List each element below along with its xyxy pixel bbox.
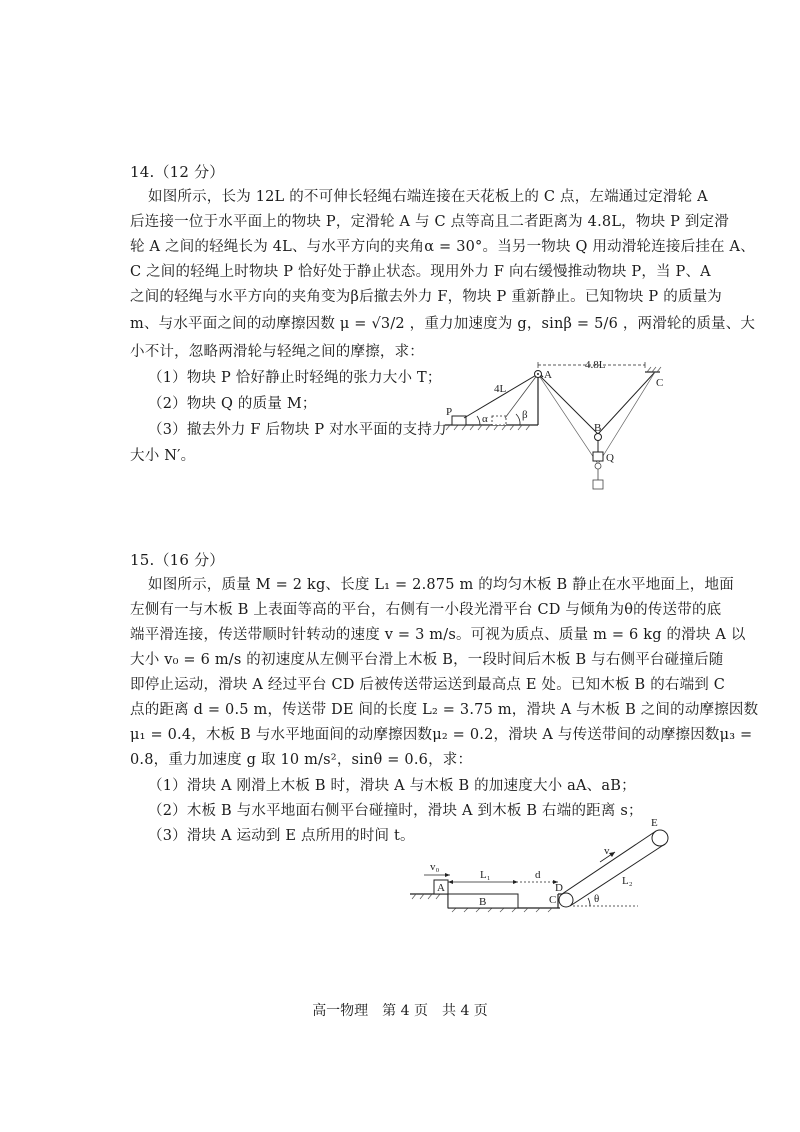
beta-arc: [516, 414, 520, 425]
q14-text-line: 如图所示，长为 12L 的不可伸长轻绳右端连接在天花板上的 C 点，左端通过定滑轮 A: [148, 189, 708, 205]
q15-figure: [408, 817, 708, 912]
q15-text-line: 0.8，重力加速度 g 取 10 m/s²，sinθ = 0.6，求：: [130, 752, 473, 768]
label-v: v: [604, 845, 610, 857]
q14-text-line: C 之间的轻绳上时物块 P 恰好处于静止状态。现用外力 F 向右缓慢推动物块 P，当 P、A: [130, 264, 711, 280]
page-footer: 高一物理 第 4 页 共 4 页: [312, 1003, 488, 1019]
label-c: C: [656, 377, 664, 389]
q14-text-line: 后连接一位于水平面上的物块 P，定滑轮 A 与 C 点等高且二者距离为 4.8L，物块 P 到定滑: [130, 214, 729, 230]
block-q: [593, 452, 603, 461]
label-p: P: [446, 406, 453, 418]
q14-figure: [440, 359, 680, 497]
q15-text-line: 大小 v₀ = 6 m/s 的初速度从左侧平台滑上木板 B，一段时间后木板 B 与右侧平台碰撞后随: [130, 652, 724, 668]
q15-text-line: 端平滑连接，传送带顺时针转动的速度 v = 3 m/s。可视为质点、质量 m = 6 kg 的滑块 A 以: [130, 627, 746, 643]
label-span: 4.8L: [585, 359, 606, 371]
label-beta: β: [522, 409, 528, 421]
q14-text-line: 轮 A 之间的轻绳长为 4L、与水平方向的夹角α = 30°。当另一物块 Q 用动滑轮连接后挂在 A、: [130, 239, 755, 255]
label-d: d: [535, 869, 541, 881]
label-v0: v₀: [430, 861, 440, 873]
label-a: A: [437, 882, 445, 894]
q15-text-line: 左侧有一与木板 B 上表面等高的平台，右侧有一小段光滑平台 CD 与倾角为θ的传送带的底: [130, 602, 722, 618]
q15-text-line: μ₁ = 0.4，木板 B 与水平地面间的动摩擦因数μ₂ = 0.2，滑块 A 与传送带间的动摩擦因数μ₃ =: [130, 727, 753, 743]
q14-text-line: 之间的轻绳与水平方向的夹角变为β后撤去外力 F，物块 P 重新静止。已知物块 P 的质量为: [130, 289, 722, 305]
alpha-arc: [477, 416, 480, 425]
label-d-point: D: [555, 882, 563, 894]
theta-arc: [588, 898, 590, 906]
label-l1: L₁: [480, 869, 491, 881]
label-a: A: [544, 369, 552, 381]
q15-question-1: （1）滑块 A 刚滑上木板 B 时，滑块 A 与木板 B 的加速度大小 aA、aB；: [148, 778, 636, 794]
block-p: [452, 416, 466, 425]
label-rope-pa: 4L: [494, 383, 507, 395]
label-b: B: [594, 422, 602, 434]
belt-upper: [562, 831, 656, 894]
label-q: Q: [606, 452, 614, 464]
q14-question-2: （2）物块 Q 的质量 M；: [148, 396, 317, 412]
pulley-b-later: [595, 463, 601, 469]
q15-heading: 15.（16 分）: [130, 551, 225, 569]
pulley-b: [595, 434, 602, 441]
q15-text-line: 即停止运动，滑块 A 经过平台 CD 后被传送带运送到最高点 E 处。已知木板 B 的右端到 C: [130, 677, 726, 693]
block-q-later: [593, 480, 603, 489]
label-l2: L₂: [622, 875, 633, 887]
q14-heading: 14.（12 分）: [130, 163, 225, 181]
q14-text-line: m、与水平面之间的动摩擦因数 μ = √3/2 ，重力加速度为 g，sinβ = 5/6 ，两滑轮的质量、大: [130, 316, 756, 332]
label-theta: θ: [594, 893, 600, 905]
q14-question-3-cont: 大小 N′。: [130, 448, 196, 464]
q14-text-line: 小不计，忽略两滑轮与轻绳之间的摩擦，求：: [130, 344, 424, 360]
q15-question-2: （2）木板 B 与水平地面右侧平台碰撞时，滑块 A 到木板 B 右端的距离 s；: [148, 803, 643, 819]
label-c: C: [549, 894, 557, 906]
block-p-later: [492, 416, 506, 425]
q14-question-3: （3）撤去外力 F 后物块 P 对水平面的支持力: [148, 422, 447, 438]
q15-question-3: （3）滑块 A 运动到 E 点所用的时间 t。: [148, 828, 415, 844]
q15-text-line: 如图所示，质量 M = 2 kg、长度 L₁ = 2.875 m 的均匀木板 B 静止在水平地面上，地面: [148, 577, 734, 593]
q14-question-1: （1）物块 P 恰好静止时轻绳的张力大小 T；: [148, 370, 442, 386]
rope-abc-later: [538, 372, 655, 464]
label-alpha: α: [482, 413, 488, 425]
label-b: B: [479, 896, 487, 908]
belt-lower: [570, 844, 665, 906]
label-e: E: [651, 817, 658, 829]
q15-text-line: 点的距离 d = 0.5 m，传送带 DE 间的长度 L₂ = 3.75 m，滑块 A 与木板 B 之间的动摩擦因数: [130, 702, 759, 718]
